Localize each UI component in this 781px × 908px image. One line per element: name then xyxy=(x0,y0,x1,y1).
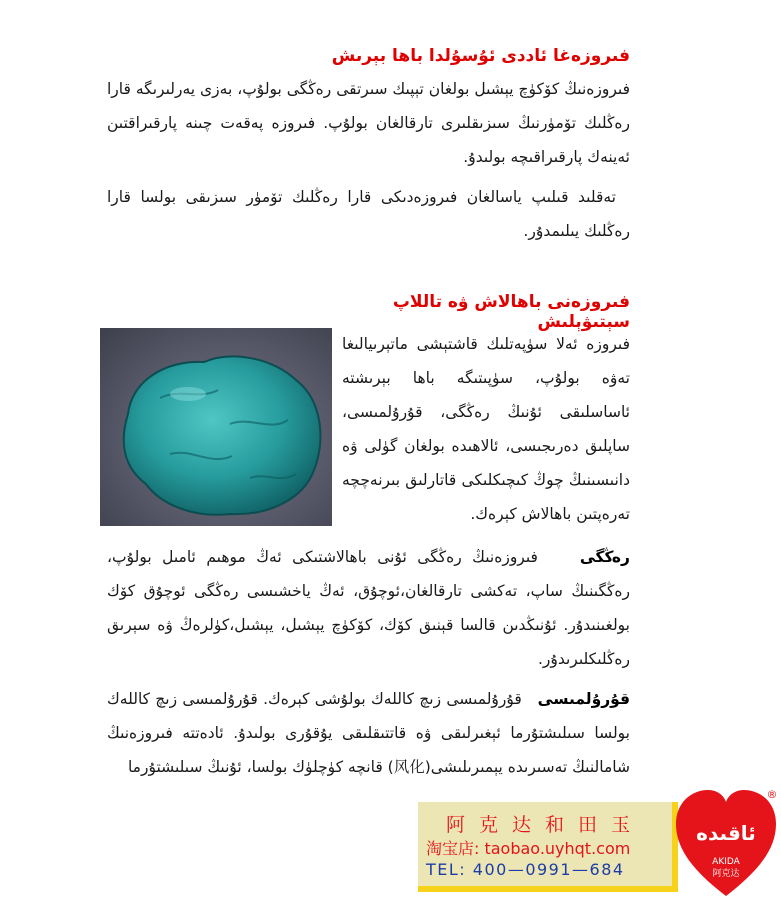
logo-uyghur-text: ئاقىدە xyxy=(696,821,756,845)
akida-heart-logo xyxy=(672,784,780,902)
section1-paragraph-1: فىروزەنىڭ كۆكۈچ يېشىل بولغان تېپىك سىرتقى رەڭگى بولۇپ، بەزى يەرلىرىگە قارا رەڭلىك تۆمۈرنىڭ سىزىقلىرى تارقالغان بولۇپ. فىروزە پەقەت چىنە پارقىراقتىن ئەينەك پارقىراقىچە بولىدۇ. xyxy=(107,80,630,166)
brand-name: 阿克达和田玉 xyxy=(445,814,644,836)
section2-heading: فىروزەنى باھالاش ۋە تاللاپ سېتىۋېلىش xyxy=(392,292,630,332)
section1-heading: فىروزەغا ئاددى ئۇسۇلدا باھا بېرىش xyxy=(331,46,630,66)
turquoise-stone-photo xyxy=(100,328,332,526)
registered-mark: ® xyxy=(766,788,778,801)
structure-label: قۇرۇلمىسى xyxy=(537,690,631,708)
turquoise-stone-icon xyxy=(100,328,332,526)
color-label: رەڭگى xyxy=(579,548,630,566)
logo-cn-text: 阿克达 xyxy=(712,869,740,879)
structure-paragraph xyxy=(107,682,630,784)
logo-latin-text: AKIDA xyxy=(712,857,740,867)
brand-shop-url: 淘宝店: taobao.uyhqt.com xyxy=(426,839,631,858)
brand-phone: TEL: 400—0991—684 xyxy=(426,860,625,879)
section1-paragraph-2: تەقلىد قىلىپ ياسالغان فىروزەدىكى قارا رەڭلىك تۆمۈر سىزىقى بولسا قارا رەڭلىك يىلىمدۇر. xyxy=(107,188,630,240)
section2-intro-paragraph: فىروزە ئەلا سۈپەتلىك قاشتېشى ماتېرىيالىغا تەۋە بولۇپ، سۈپىتىگە باھا بېرىشتە ئاساسلىقى ئۇنىڭ رەڭگى، قۇرۇلمىسى، ساپلىق دەرىجىسى، ئالاھىدە بولغان گۈلى ۋە دانىسىنىڭ چوڭ كىچىكلىكى قاتارلىق بىرنەچچە تەرەپتىن باھالاش كېرەك. xyxy=(342,335,630,523)
color-text: فىروزەنىڭ رەڭگى ئۇنى باھالاشتىكى ئەڭ موھىم ئامىل بولۇپ، رەڭگىنىڭ ساپ، تەكشى تارقالغان،ئوچۇق، ئەڭ ياخشىسى رەڭگى ئوچۇق كۆك بولغىنىدۇر. ئۇنىڭدىن قالسا قېنىق كۆك، كۆكۈچ يېشىل، يېشىل،كۈلرەڭ ۋە سېرىق رەڭلىكلىرىدۇر. xyxy=(107,548,630,668)
structure-text: قۇرۇلمىسى زىچ كاللەك بولۇشى كېرەك. قۇرۇلمىسى زىچ كاللەك بولسا سىلىشتۇرما ئېغىرلىقى ۋە قاتتىقلىقى يۇقۇرى بولىدۇ. ئادەتتە فىروزەنىڭ شامالنىڭ تەسىرىدە يېمىرىلىشى(风化) قانچە كۈچلۈك بولسا، ئۇنىڭ سىلىشتۇرما xyxy=(107,690,630,776)
color-paragraph xyxy=(107,540,630,676)
brand-watermark-box xyxy=(418,802,678,892)
